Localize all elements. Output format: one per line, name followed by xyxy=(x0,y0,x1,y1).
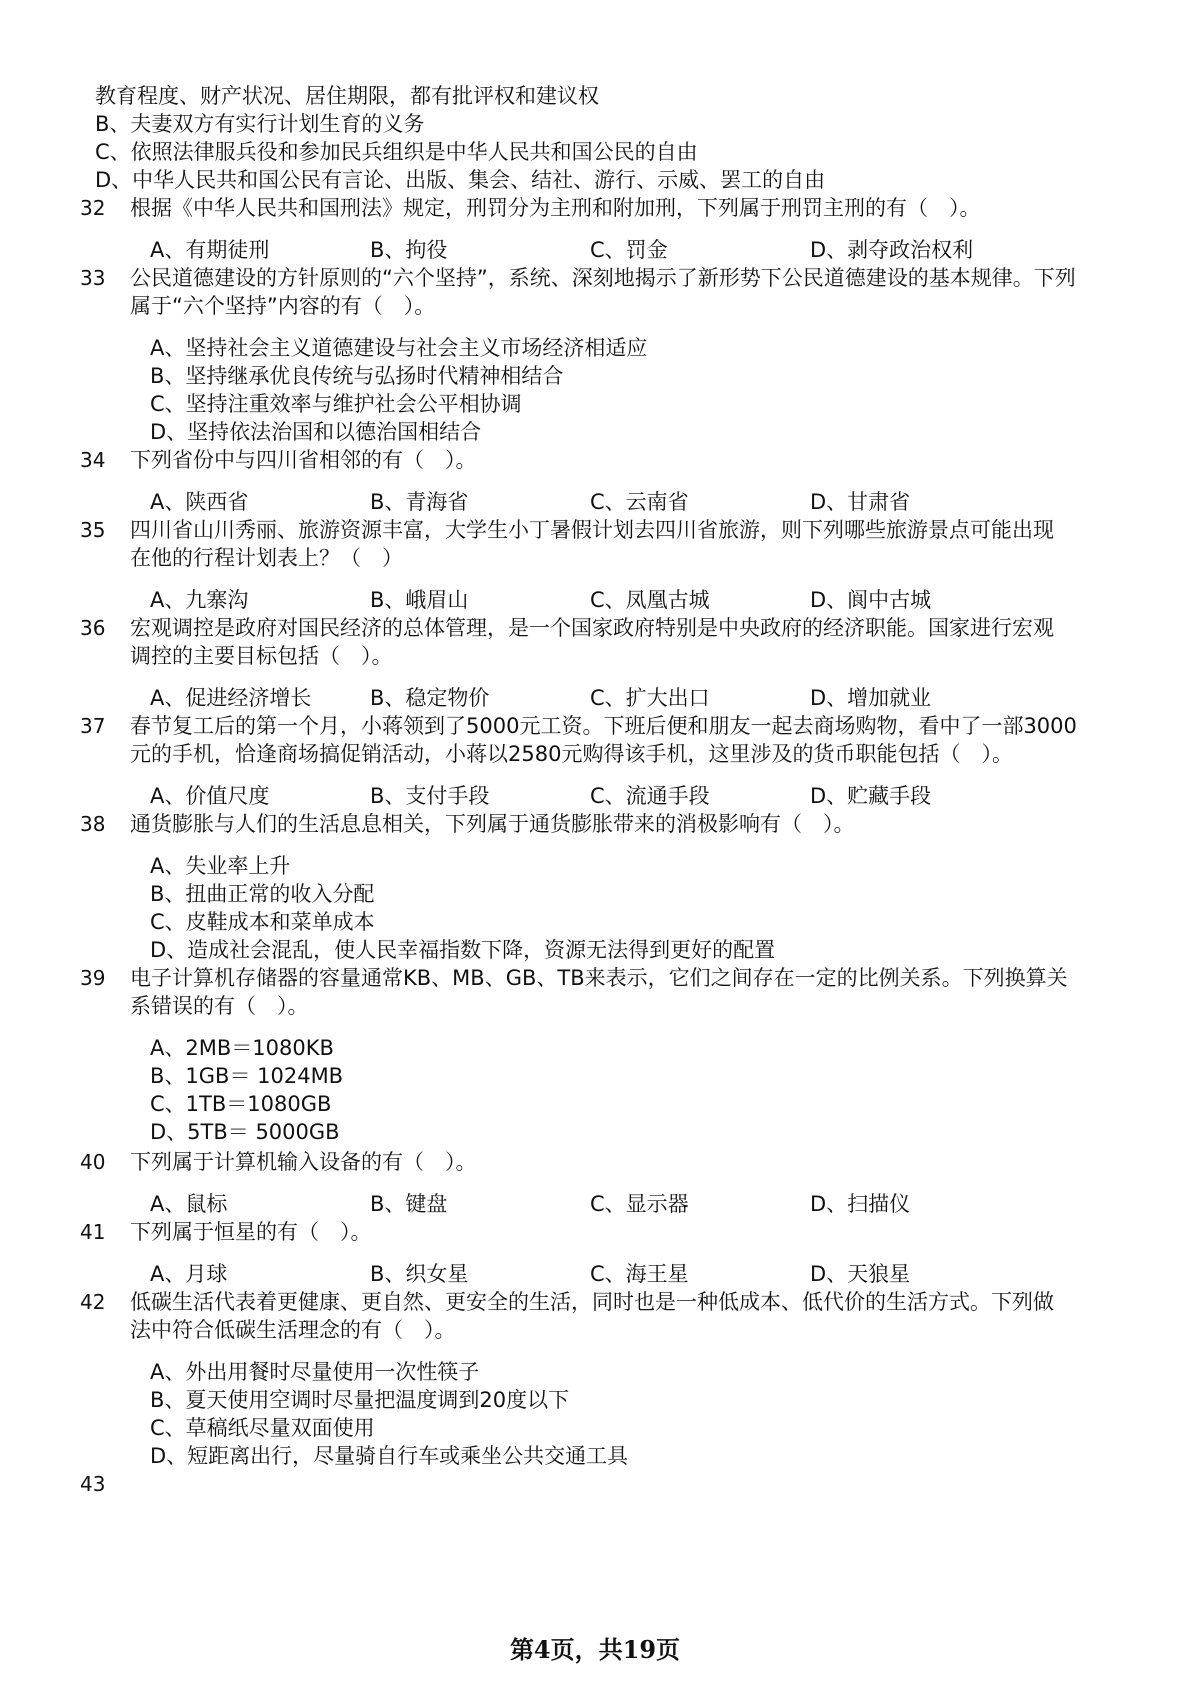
option-d: D、剥夺政治权利 xyxy=(810,238,974,262)
option-b: B、青海省 xyxy=(370,490,469,514)
option-b: B、峨眉山 xyxy=(370,588,469,612)
option-b: B、夏天使用空调时尽量把温度调到20度以下 xyxy=(150,1388,570,1412)
question-stem: 四川省山川秀丽、旅游资源丰富，大学生小丁暑假计划去四川省旅游，则下列哪些旅游景点可能出现 xyxy=(130,518,1054,542)
question-number: 35 xyxy=(80,518,106,542)
option-b: B、稳定物价 xyxy=(370,686,490,710)
option-d: D、阆中古城 xyxy=(810,588,932,612)
option-d: D、贮藏手段 xyxy=(810,784,932,808)
option-c: C、罚金 xyxy=(590,238,668,262)
question-number: 40 xyxy=(80,1150,106,1174)
option-a: A、鼠标 xyxy=(150,1192,228,1216)
question-stem: 春节复工后的第一个月，小蒋领到了5000元工资。下班后便和朋友一起去商场购物，看中了一部3000 xyxy=(130,714,1077,738)
option-a: A、价值尺度 xyxy=(150,784,270,808)
option-d: D、增加就业 xyxy=(810,686,932,710)
question-number: 33 xyxy=(80,266,106,290)
option-b: B、支付手段 xyxy=(370,784,490,808)
question-stem-cont: 法中符合低碳生活理念的有（ ）。 xyxy=(130,1318,456,1342)
question-stem: 通货膨胀与人们的生活息息相关，下列属于通货膨胀带来的消极影响有（ ）。 xyxy=(130,812,855,836)
question-stem: 宏观调控是政府对国民经济的总体管理，是一个国家政府特别是中央政府的经济职能。国家进行宏观 xyxy=(130,616,1054,640)
question-stem-cont: 元的手机，恰逢商场搞促销活动，小蒋以2580元购得该手机，这里涉及的货币职能包括（ ）。 xyxy=(130,742,1013,766)
option-b: B、织女星 xyxy=(370,1262,469,1286)
option-a: A、有期徒刑 xyxy=(150,238,270,262)
option-a: A、九寨沟 xyxy=(150,588,249,612)
question-number: 39 xyxy=(80,966,106,990)
question-stem-cont: 属于“六个坚持”内容的有（ ）。 xyxy=(130,294,436,318)
option-d: D、短距离出行，尽量骑自行车或乘坐公共交通工具 xyxy=(150,1444,629,1468)
option-d: D、造成社会混乱，使人民幸福指数下降，资源无法得到更好的配置 xyxy=(150,938,776,962)
option-a: A、陕西省 xyxy=(150,490,249,514)
option-a: A、促进经济增长 xyxy=(150,686,312,710)
question-number: 43 xyxy=(80,1472,106,1496)
question-stem: 下列属于计算机输入设备的有（ ）。 xyxy=(130,1150,477,1174)
cont-option-c: C、依照法律服兵役和参加民兵组织是中华人民共和国公民的自由 xyxy=(95,140,698,164)
question-stem: 公民道德建设的方针原则的“六个坚持”，系统、深刻地揭示了新形势下公民道德建设的基本规律。下列 xyxy=(130,266,1076,290)
option-d: D、坚持依法治国和以德治国相结合 xyxy=(150,420,482,444)
cont-option-b: B、夫妻双方有实行计划生育的义务 xyxy=(95,112,425,136)
option-c: C、海王星 xyxy=(590,1262,689,1286)
option-d: D、甘肃省 xyxy=(810,490,911,514)
question-stem-cont: 在他的行程计划表上？（ ） xyxy=(130,546,403,570)
question-stem-cont: 调控的主要目标包括（ ）。 xyxy=(130,644,393,668)
question-stem: 根据《中华人民共和国刑法》规定，刑罚分为主刑和附加刑，下列属于刑罚主刑的有（ ）。 xyxy=(130,196,981,220)
question-number: 42 xyxy=(80,1290,106,1314)
question-stem: 低碳生活代表着更健康、更自然、更安全的生活，同时也是一种低成本、低代价的生活方式。下列做 xyxy=(130,1290,1054,1314)
option-c: C、云南省 xyxy=(590,490,689,514)
option-c: C、1TB＝1080GB xyxy=(150,1092,332,1116)
option-c: C、显示器 xyxy=(590,1192,689,1216)
option-c: C、草稿纸尽量双面使用 xyxy=(150,1416,375,1440)
option-a: A、月球 xyxy=(150,1262,228,1286)
option-d: D、5TB＝ 5000GB xyxy=(150,1120,340,1144)
option-c: C、凤凰古城 xyxy=(590,588,710,612)
option-b: B、坚持继承优良传统与弘扬时代精神相结合 xyxy=(150,364,564,388)
question-number: 34 xyxy=(80,448,106,472)
page-footer: 第4页，共19页 xyxy=(509,1635,681,1664)
option-c: C、皮鞋成本和菜单成本 xyxy=(150,910,375,934)
option-a: A、外出用餐时尽量使用一次性筷子 xyxy=(150,1360,480,1384)
question-number: 41 xyxy=(80,1220,106,1244)
question-number: 36 xyxy=(80,616,106,640)
cont-line: 教育程度、财产状况、居住期限，都有批评权和建议权 xyxy=(95,84,599,108)
option-b: B、1GB＝ 1024MB xyxy=(150,1064,344,1088)
option-a: A、2MB＝1080KB xyxy=(150,1036,334,1060)
question-stem-cont: 系错误的有（ ）。 xyxy=(130,994,309,1018)
question-number: 32 xyxy=(80,196,106,220)
question-number: 37 xyxy=(80,714,106,738)
question-stem: 电子计算机存储器的容量通常KB、MB、GB、TB来表示，它们之间存在一定的比例关系。下列换算关 xyxy=(130,966,1068,990)
question-stem: 下列省份中与四川省相邻的有（ ）。 xyxy=(130,448,477,472)
option-a: A、失业率上升 xyxy=(150,854,291,878)
option-b: B、拘役 xyxy=(370,238,448,262)
option-c: C、流通手段 xyxy=(590,784,710,808)
option-d: D、扫描仪 xyxy=(810,1192,911,1216)
question-number: 38 xyxy=(80,812,106,836)
cont-option-d: D、中华人民共和国公民有言论、出版、集会、结社、游行、示威、罢工的自由 xyxy=(95,168,826,192)
option-a: A、坚持社会主义道德建设与社会主义市场经济相适应 xyxy=(150,336,648,360)
question-stem: 下列属于恒星的有（ ）。 xyxy=(130,1220,372,1244)
option-c: C、坚持注重效率与维护社会公平相协调 xyxy=(150,392,522,416)
option-b: B、扭曲正常的收入分配 xyxy=(150,882,375,906)
option-b: B、键盘 xyxy=(370,1192,448,1216)
option-d: D、天狼星 xyxy=(810,1262,911,1286)
option-c: C、扩大出口 xyxy=(590,686,710,710)
